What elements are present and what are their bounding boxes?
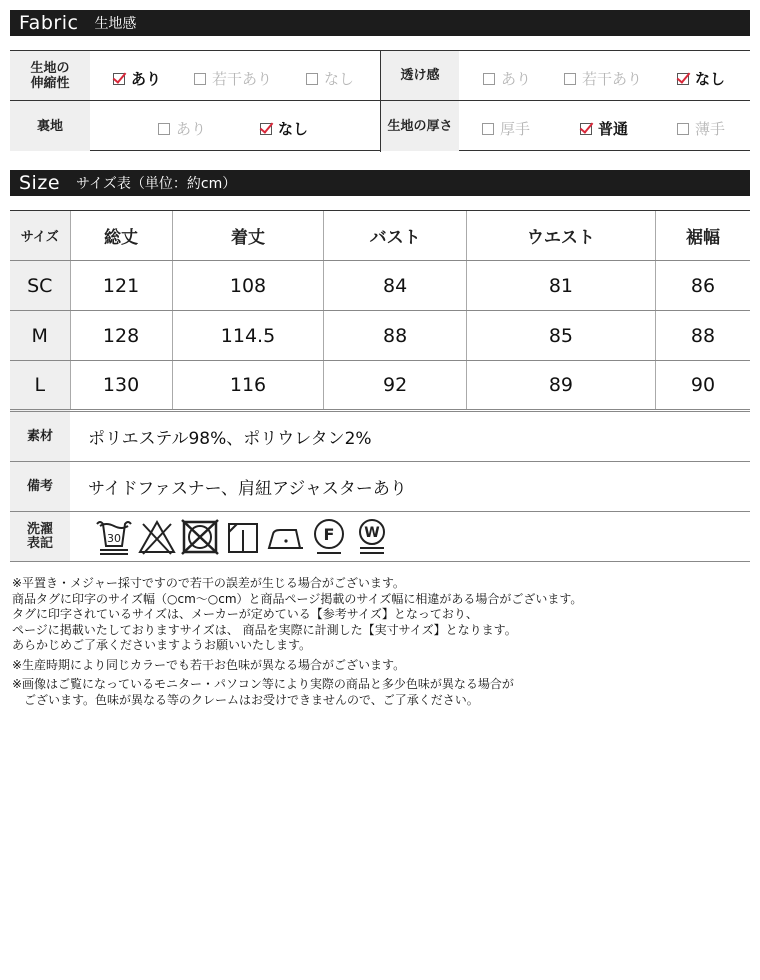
- checkbox-icon: [306, 73, 318, 85]
- lining-option-no[interactable]: なし: [260, 118, 308, 139]
- low-iron-icon: [266, 518, 306, 556]
- header-cell: バスト: [324, 211, 466, 261]
- note-line: タグに印字されているサイズは、メーカーが定めている【参考サイズ】となっており、: [12, 607, 478, 621]
- checkbox-checked-icon: [677, 73, 689, 85]
- table-cell: 89: [466, 361, 655, 411]
- stretch-option-no[interactable]: なし: [306, 68, 354, 89]
- remarks-label: 備考: [10, 462, 70, 511]
- size-table-header: [10, 211, 750, 261]
- remarks-value: サイドファスナー、肩紐アジャスターあり: [88, 479, 407, 499]
- remarks-row: [10, 462, 750, 512]
- wet-clean-w-icon: [352, 518, 392, 556]
- sheer-option-slight[interactable]: 若干あり: [564, 68, 642, 89]
- thickness-option-normal[interactable]: 普通: [580, 118, 628, 139]
- care-row: [10, 512, 750, 562]
- checkbox-icon: [482, 123, 494, 135]
- note-line: ございます。色味が異なる等のクレームはお受けできませんので、ご了承ください。: [12, 692, 479, 707]
- table-cell: 88: [324, 311, 466, 361]
- size-title-jp: サイズ表（単位：約cm）: [76, 176, 237, 192]
- size-name-cell: L: [10, 361, 70, 411]
- table-cell: 116: [172, 361, 324, 411]
- no-tumble-dry-icon: [180, 518, 220, 556]
- table-cell: 88: [655, 311, 750, 361]
- notes: [12, 576, 582, 708]
- no-bleach-icon: [137, 518, 177, 556]
- table-cell: 85: [466, 311, 655, 361]
- header-cell: 裾幅: [655, 211, 750, 261]
- thickness-label: 生地の厚さ: [381, 101, 459, 151]
- fabric-section-header: [10, 10, 750, 36]
- size-section-header: [10, 170, 750, 196]
- table-row: [10, 361, 750, 411]
- size-title-en: Size: [19, 172, 61, 194]
- table-cell: 81: [466, 261, 655, 311]
- material-label: 素材: [10, 412, 70, 461]
- checkbox-icon: [158, 123, 170, 135]
- table-cell: 92: [324, 361, 466, 411]
- sheer-option-no[interactable]: なし: [677, 68, 725, 89]
- header-cell: 着丈: [172, 211, 324, 261]
- note-line: ※平置き・メジャー採寸ですので若干の誤差が生じる場合がございます。: [12, 576, 405, 590]
- svg-text:W: W: [364, 525, 380, 541]
- checkbox-icon: [194, 73, 206, 85]
- svg-text:30: 30: [107, 532, 121, 545]
- table-cell: 90: [655, 361, 750, 411]
- checkbox-checked-icon: [113, 73, 125, 85]
- wash-30-gentle-icon: [94, 518, 134, 556]
- care-icons: [94, 518, 392, 556]
- sheer-option-yes[interactable]: あり: [483, 68, 531, 89]
- fabric-divider: [380, 51, 381, 152]
- line-dry-shade-icon: [223, 518, 263, 556]
- table-row: [10, 261, 750, 311]
- header-cell: サイズ: [10, 211, 70, 261]
- material-value: ポリエステル98%、ポリウレタン2%: [88, 429, 372, 449]
- svg-text:F: F: [323, 525, 335, 544]
- header-cell: ウエスト: [466, 211, 655, 261]
- note-line: ※生産時期により同じカラーでも若干お色味が異なる場合がございます。: [12, 657, 406, 672]
- table-cell: 114.5: [172, 311, 324, 361]
- note-line: あらかじめご了承くださいますようお願いいたします。: [12, 638, 312, 652]
- fabric-title-jp: 生地感: [94, 16, 137, 32]
- stretch-label: 生地の 伸縮性: [10, 51, 90, 100]
- size-table: [10, 210, 750, 412]
- lining-option-yes[interactable]: あり: [158, 118, 206, 139]
- material-row: [10, 412, 750, 462]
- note-line: ページに掲載いたしておりますサイズは、 商品を実際に計測した【実寸サイズ】となります。: [12, 622, 517, 637]
- sheer-label: 透け感: [381, 51, 459, 100]
- size-name-cell: M: [10, 311, 70, 361]
- thickness-option-thin[interactable]: 薄手: [677, 118, 725, 139]
- table-row: [10, 311, 750, 361]
- table-cell: 86: [655, 261, 750, 311]
- checkbox-icon: [564, 73, 576, 85]
- fabric-title-en: Fabric: [19, 12, 79, 34]
- table-cell: 128: [70, 311, 172, 361]
- checkbox-checked-icon: [580, 123, 592, 135]
- care-label: 洗濯 表記: [10, 512, 70, 561]
- header-cell: 総丈: [70, 211, 172, 261]
- checkbox-checked-icon: [260, 123, 272, 135]
- stretch-option-yes[interactable]: あり: [113, 68, 161, 89]
- thickness-option-thick[interactable]: 厚手: [482, 118, 530, 139]
- checkbox-icon: [483, 73, 495, 85]
- checkbox-icon: [677, 123, 689, 135]
- table-cell: 108: [172, 261, 324, 311]
- stretch-option-slight[interactable]: 若干あり: [194, 68, 272, 89]
- note-line: ※画像はご覧になっているモニター・パソコン等により実際の商品と多少色味が異なる場合が: [12, 677, 514, 691]
- fabric-table: [10, 50, 750, 151]
- table-cell: 84: [324, 261, 466, 311]
- lining-label: 裏地: [10, 101, 90, 151]
- size-name-cell: SC: [10, 261, 70, 311]
- table-cell: 130: [70, 361, 172, 411]
- dry-clean-f-icon: [309, 518, 349, 556]
- table-cell: 121: [70, 261, 172, 311]
- note-line: 商品タグに印字のサイズ幅（○cm〜○cm）と商品ページ掲載のサイズ幅に相違がある場合がございます。: [12, 591, 583, 606]
